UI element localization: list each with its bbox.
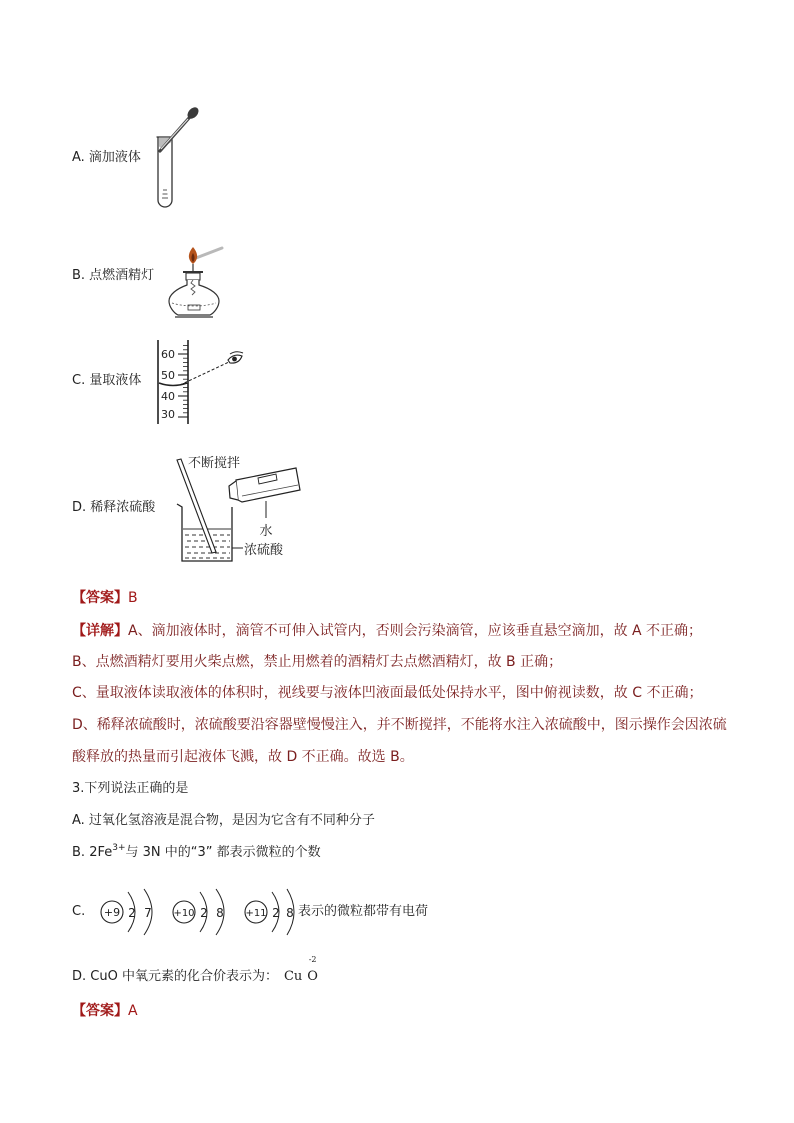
- dropper-glass-highlight: [161, 119, 188, 149]
- valence-formula: [283, 955, 318, 987]
- answer-3: [72, 1001, 138, 1021]
- stir-label: 不断搅拌: [188, 456, 241, 471]
- scale-label-60: 60: [161, 348, 175, 361]
- element-o: O: [307, 969, 318, 984]
- answer-tag: 【答案】: [72, 590, 128, 606]
- ion-formula: 2Fe: [89, 845, 113, 860]
- element-cu: Cu: [283, 969, 303, 984]
- shell-electrons: 8: [286, 906, 294, 920]
- graduated-cylinder-figure: [150, 338, 250, 428]
- meniscus: [159, 383, 187, 386]
- shell-electrons: 2: [272, 906, 280, 920]
- explanation-line-5: 酸释放的热量而引起液体飞溅，故 D 不正确。故选 B。: [72, 749, 414, 765]
- question-3-option-b: [72, 843, 321, 863]
- option-b-label: B. 点燃酒精灯: [72, 268, 155, 283]
- scale-ticks: [178, 346, 188, 417]
- lamp-neck: [186, 273, 200, 280]
- scale-label-30: 30: [161, 408, 175, 421]
- shell-electrons: 2: [128, 906, 136, 920]
- explanation-line-3: C、量取液体读取液体的体积时，视线要与液体凹液面最低处保持水平，图中俯视读数，故 C 不正确；: [72, 685, 703, 701]
- eye-brow: [230, 352, 243, 354]
- explanation-line-2: B、点燃酒精灯要用火柴点燃，禁止用燃着的酒精灯去点燃酒精灯，故 B 正确；: [72, 654, 563, 670]
- atom-diagram-2: [173, 889, 224, 935]
- atom-diagram-3: [245, 889, 294, 935]
- scale-label-40: 40: [161, 390, 175, 403]
- ion-charge: 3+: [112, 843, 126, 853]
- question-3-option-d: [72, 955, 318, 987]
- answer-value: B: [128, 590, 138, 606]
- option-d-text: D. CuO 中氧元素的化合价表示为：: [72, 969, 278, 984]
- answer-tag: 【答案】: [72, 1003, 128, 1019]
- water-label: 水: [259, 524, 273, 539]
- explanation-tag: 【详解】: [72, 623, 128, 639]
- nucleus-charge: +9: [103, 906, 121, 919]
- option-d-label: D. 稀释浓硫酸: [72, 500, 156, 515]
- explanation-line-1: [72, 621, 702, 641]
- explanation-line-4: D、稀释浓硫酸时，浓硫酸要沿容器壁慢慢注入，并不断搅拌，不能将水注入浓硫酸中，图示操作会因浓硫: [72, 717, 727, 733]
- question-3-option-a: A. 过氧化氢溶液是混合物，是因为它含有不同种分子: [72, 813, 375, 828]
- atom-structure-diagrams: [95, 886, 297, 938]
- question-3-stem: 3.下列说法正确的是: [72, 781, 189, 796]
- shell-electrons: 2: [200, 906, 208, 920]
- match-stick: [196, 248, 222, 258]
- reagent-bottle: [236, 468, 300, 502]
- explanation-text: A、滴加液体时，滴管不可伸入试管内，否则会污染滴管，应该垂直悬空滴加，故 A 不正确；: [128, 623, 703, 639]
- glass-rod: [177, 459, 216, 553]
- nucleus-charge: +10: [173, 908, 195, 919]
- shell-electrons: 8: [216, 906, 224, 920]
- option-b-text: 与 3N 中的“3” 都表示微粒的个数: [125, 845, 321, 860]
- acid-dilution-figure: [172, 452, 304, 567]
- option-b-letter: B.: [72, 845, 86, 860]
- dropper-test-tube-figure: [148, 104, 210, 216]
- answer-value: A: [128, 1003, 138, 1019]
- option-c-label: C. 量取液体: [72, 373, 142, 388]
- shell-electrons: 7: [144, 906, 152, 920]
- acid-label: 浓硫酸: [244, 543, 284, 558]
- answer-2: [72, 588, 138, 608]
- option-a-label: A. 滴加液体: [72, 150, 141, 165]
- scale-label-50: 50: [161, 369, 175, 382]
- alcohol-lamp-figure: [166, 243, 226, 323]
- nucleus-charge: +11: [245, 908, 267, 919]
- question-3-option-c-letter: C.: [72, 904, 86, 919]
- atom-diagram-1: [101, 889, 152, 935]
- oxygen-valence: -2: [308, 955, 317, 964]
- eye-pupil: [232, 357, 237, 362]
- question-3-option-c-text: 表示的微粒都带有电荷: [298, 904, 429, 919]
- element-o-wrapper: [307, 955, 318, 987]
